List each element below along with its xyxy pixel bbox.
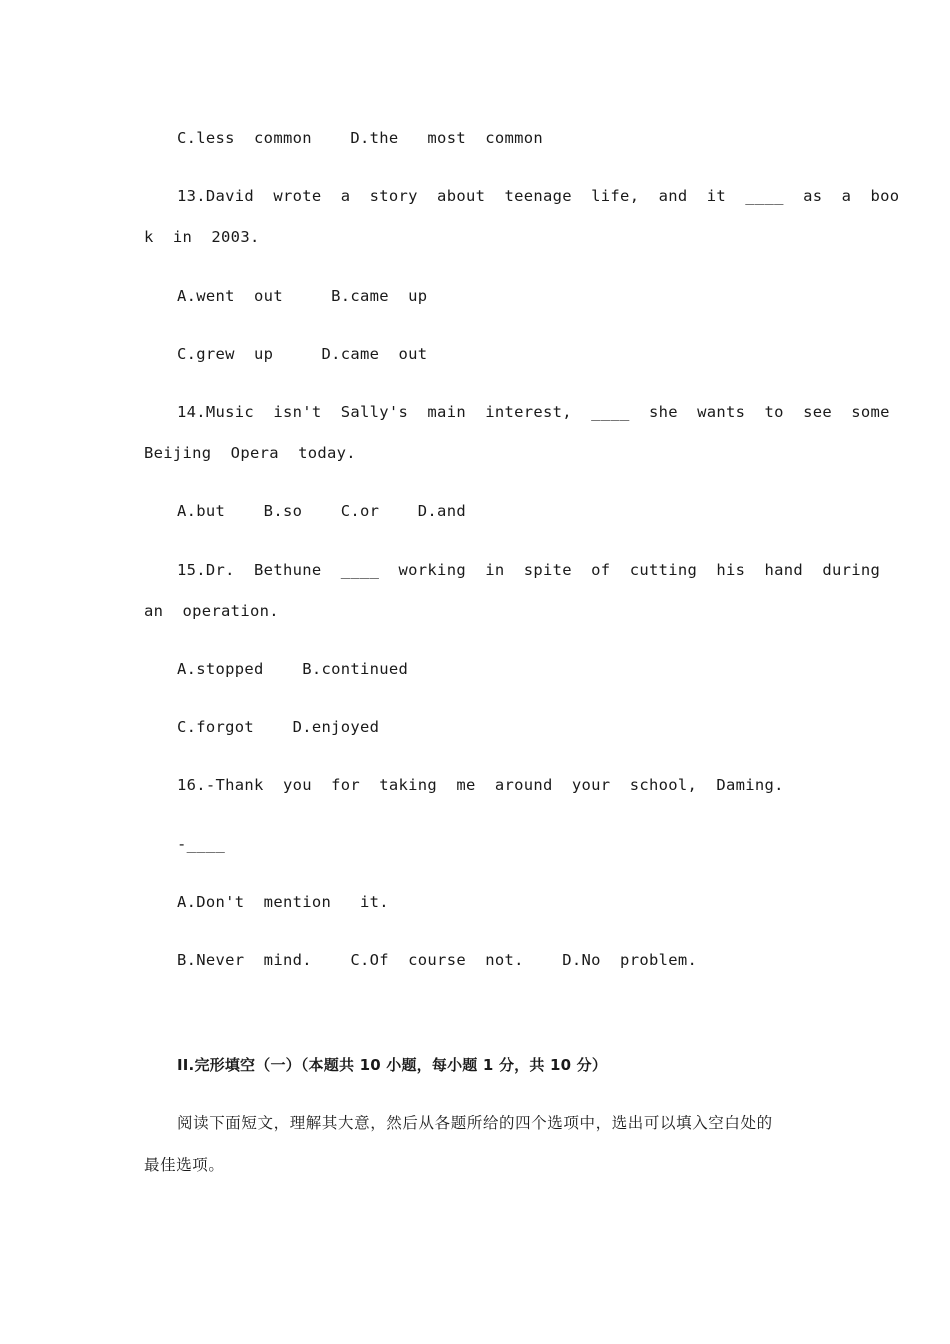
q14-stem-line2: Beijing Opera today. (144, 444, 356, 462)
section-heading: II.完形填空（一）（本题共 10 小题，每小题 1 分，共 10 分） (177, 1056, 608, 1074)
q15-options-ab: A.stopped B.continued (177, 660, 409, 678)
q15-options-cd: C.forgot D.enjoyed (177, 718, 380, 736)
q16-options-bcd: B.Never mind. C.Of course not. D.No problem. (177, 951, 698, 969)
q13-stem-line2: k in 2003. (144, 228, 260, 246)
q13-stem-line1: 13.David wrote a story about teenage life, and it ____ as a boo (177, 187, 900, 205)
q13-options-ab: A.went out B.came up (177, 287, 428, 305)
q16-stem-line2: -____ (177, 835, 226, 853)
section-instruction-line2: 最佳选项。 (144, 1156, 225, 1174)
q14-stem-line1: 14.Music isn't Sally's main interest, ____ she wants to see some (177, 403, 890, 421)
q12-options-cd: C.less common D.the most common (177, 129, 544, 147)
q15-stem-line1: 15.Dr. Bethune ____ working in spite of cutting his hand during (177, 561, 881, 579)
q14-options: A.but B.so C.or D.and (177, 502, 466, 520)
q16-option-a: A.Don't mention it. (177, 893, 389, 911)
q15-stem-line2: an operation. (144, 602, 279, 620)
q16-stem-line1: 16.-Thank you for taking me around your school, Daming. (177, 776, 784, 794)
section-instruction-line1: 阅读下面短文，理解其大意，然后从各题所给的四个选项中，选出可以填入空白处的 (177, 1114, 773, 1132)
q13-options-cd: C.grew up D.came out (177, 345, 428, 363)
